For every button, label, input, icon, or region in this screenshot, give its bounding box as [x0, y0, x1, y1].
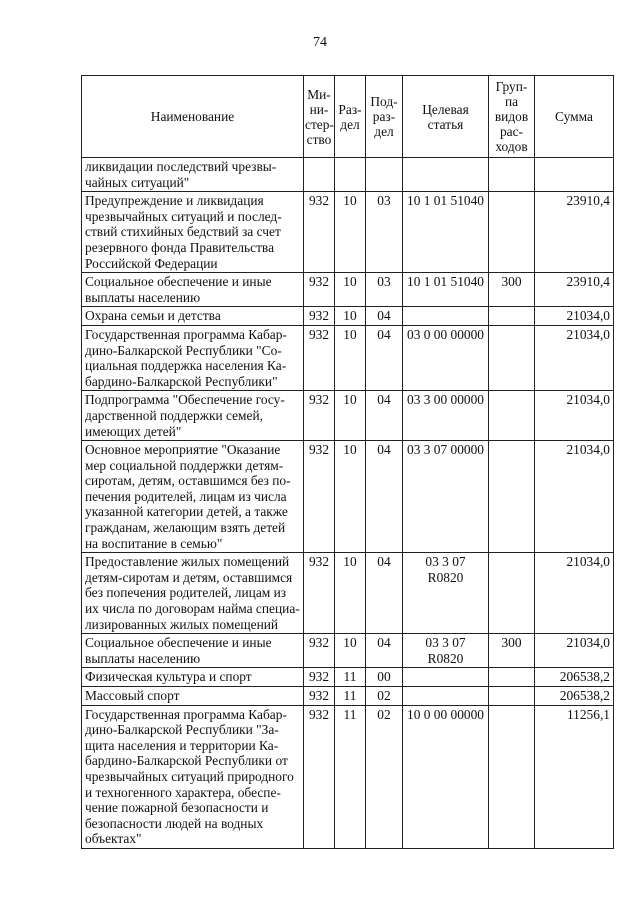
table-row — [82, 634, 614, 668]
cell-target: 03 3 00 00000 — [403, 391, 489, 441]
budget-table — [81, 75, 614, 849]
cell-sum: 11256,1 — [535, 705, 614, 848]
cell-ministry: 932 — [304, 192, 335, 273]
cell-name: Охрана семьи и детства — [82, 307, 304, 326]
header-section: Раз- дел — [335, 76, 366, 158]
cell-target: 03 3 07 R0820 — [403, 553, 489, 634]
table-row — [82, 687, 614, 706]
cell-section: 10 — [335, 307, 366, 326]
cell-subsection: 04 — [366, 325, 403, 390]
cell-name: Предоставление жилых помещений детям-сиротам и детям, оставшимся без попечения родителей, лицам из их числа по договорам найма специа- лизированных жилых помещений — [82, 553, 304, 634]
cell-section: 10 — [335, 325, 366, 390]
cell-section: 10 — [335, 391, 366, 441]
cell-sum: 21034,0 — [535, 307, 614, 326]
header-group: Груп- па видов рас- ходов — [489, 76, 535, 158]
cell-name: Государственная программа Кабар- дино-Балкарской Республики "Со- циальная поддержка населения Ка- бардино-Балкарской Республики" — [82, 325, 304, 390]
cell-target — [403, 158, 489, 192]
header-ministry: Ми- ни- стер- ство — [304, 76, 335, 158]
table-row — [82, 391, 614, 441]
cell-target — [403, 687, 489, 706]
cell-name: Физическая культура и спорт — [82, 668, 304, 687]
cell-sum — [535, 158, 614, 192]
header-sum: Сумма — [535, 76, 614, 158]
cell-target: 10 1 01 51040 — [403, 273, 489, 307]
cell-ministry: 932 — [304, 307, 335, 326]
cell-subsection: 00 — [366, 668, 403, 687]
cell-ministry: 932 — [304, 705, 335, 848]
cell-subsection: 02 — [366, 687, 403, 706]
cell-subsection: 02 — [366, 705, 403, 848]
cell-section: 10 — [335, 553, 366, 634]
cell-ministry — [304, 158, 335, 192]
cell-target: 03 0 00 00000 — [403, 325, 489, 390]
table-row — [82, 668, 614, 687]
cell-ministry: 932 — [304, 634, 335, 668]
cell-name: ликвидации последствий чрезвы- чайных ситуаций" — [82, 158, 304, 192]
cell-section: 10 — [335, 441, 366, 553]
cell-group — [489, 687, 535, 706]
cell-subsection: 03 — [366, 192, 403, 273]
cell-group — [489, 553, 535, 634]
cell-sum: 21034,0 — [535, 553, 614, 634]
header-name: Наименование — [82, 76, 304, 158]
cell-target: 03 3 07 R0820 — [403, 634, 489, 668]
cell-group — [489, 391, 535, 441]
cell-name: Социальное обеспечение и иные выплаты населению — [82, 273, 304, 307]
cell-name: Предупреждение и ликвидация чрезвычайных ситуаций и послед- ствий стихийных бедствий за счет резервного фонда Правительства Российской Федерации — [82, 192, 304, 273]
cell-subsection: 04 — [366, 553, 403, 634]
cell-group — [489, 668, 535, 687]
cell-section — [335, 158, 366, 192]
cell-target: 03 3 07 00000 — [403, 441, 489, 553]
header-subsection: Под- раз- дел — [366, 76, 403, 158]
cell-name: Подпрограмма "Обеспечение госу- дарственной поддержки семей, имеющих детей" — [82, 391, 304, 441]
cell-sum: 21034,0 — [535, 325, 614, 390]
cell-sum: 21034,0 — [535, 634, 614, 668]
table-row — [82, 441, 614, 553]
table-row — [82, 553, 614, 634]
cell-sum: 206538,2 — [535, 687, 614, 706]
cell-sum: 206538,2 — [535, 668, 614, 687]
cell-ministry: 932 — [304, 668, 335, 687]
cell-group — [489, 441, 535, 553]
cell-ministry: 932 — [304, 553, 335, 634]
cell-name: Массовый спорт — [82, 687, 304, 706]
cell-subsection: 04 — [366, 391, 403, 441]
cell-target: 10 0 00 00000 — [403, 705, 489, 848]
header-target: Целевая статья — [403, 76, 489, 158]
table-row — [82, 325, 614, 390]
cell-sum: 21034,0 — [535, 391, 614, 441]
cell-section: 10 — [335, 273, 366, 307]
cell-group: 300 — [489, 273, 535, 307]
cell-ministry: 932 — [304, 687, 335, 706]
cell-subsection — [366, 158, 403, 192]
cell-sum: 21034,0 — [535, 441, 614, 553]
table-row — [82, 273, 614, 307]
cell-target — [403, 668, 489, 687]
cell-subsection: 04 — [366, 441, 403, 553]
page-number: 74 — [313, 35, 327, 50]
cell-group: 300 — [489, 634, 535, 668]
cell-section: 11 — [335, 705, 366, 848]
cell-target: 10 1 01 51040 — [403, 192, 489, 273]
table-row — [82, 192, 614, 273]
cell-subsection: 03 — [366, 273, 403, 307]
cell-section: 10 — [335, 634, 366, 668]
cell-ministry: 932 — [304, 325, 335, 390]
cell-section: 10 — [335, 192, 366, 273]
cell-section: 11 — [335, 687, 366, 706]
cell-group — [489, 325, 535, 390]
cell-name: Социальное обеспечение и иные выплаты населению — [82, 634, 304, 668]
cell-ministry: 932 — [304, 441, 335, 553]
table-row — [82, 158, 614, 192]
table-row — [82, 705, 614, 848]
cell-target — [403, 307, 489, 326]
cell-ministry: 932 — [304, 273, 335, 307]
cell-subsection: 04 — [366, 307, 403, 326]
cell-section: 11 — [335, 668, 366, 687]
table-header-row — [82, 76, 614, 158]
cell-subsection: 04 — [366, 634, 403, 668]
cell-sum: 23910,4 — [535, 192, 614, 273]
cell-group — [489, 705, 535, 848]
cell-group — [489, 158, 535, 192]
cell-name: Государственная программа Кабар- дино-Балкарской Республики "За- щита населения и территории Ка- бардино-Балкарской Республики от чрезвычайных ситуаций природного и техногенного характера, обеспе- чение пожарной безопасности и безопасности людей на водных объектах" — [82, 705, 304, 848]
cell-group — [489, 307, 535, 326]
cell-group — [489, 192, 535, 273]
cell-name: Основное мероприятие "Оказание мер социальной поддержки детям- сиротам, детям, оставшимся без по- печения родителей, лицам из числа указанной категории детей, а также гражданам, желающим взять детей на воспитание в семью" — [82, 441, 304, 553]
cell-sum: 23910,4 — [535, 273, 614, 307]
table-row — [82, 307, 614, 326]
cell-ministry: 932 — [304, 391, 335, 441]
